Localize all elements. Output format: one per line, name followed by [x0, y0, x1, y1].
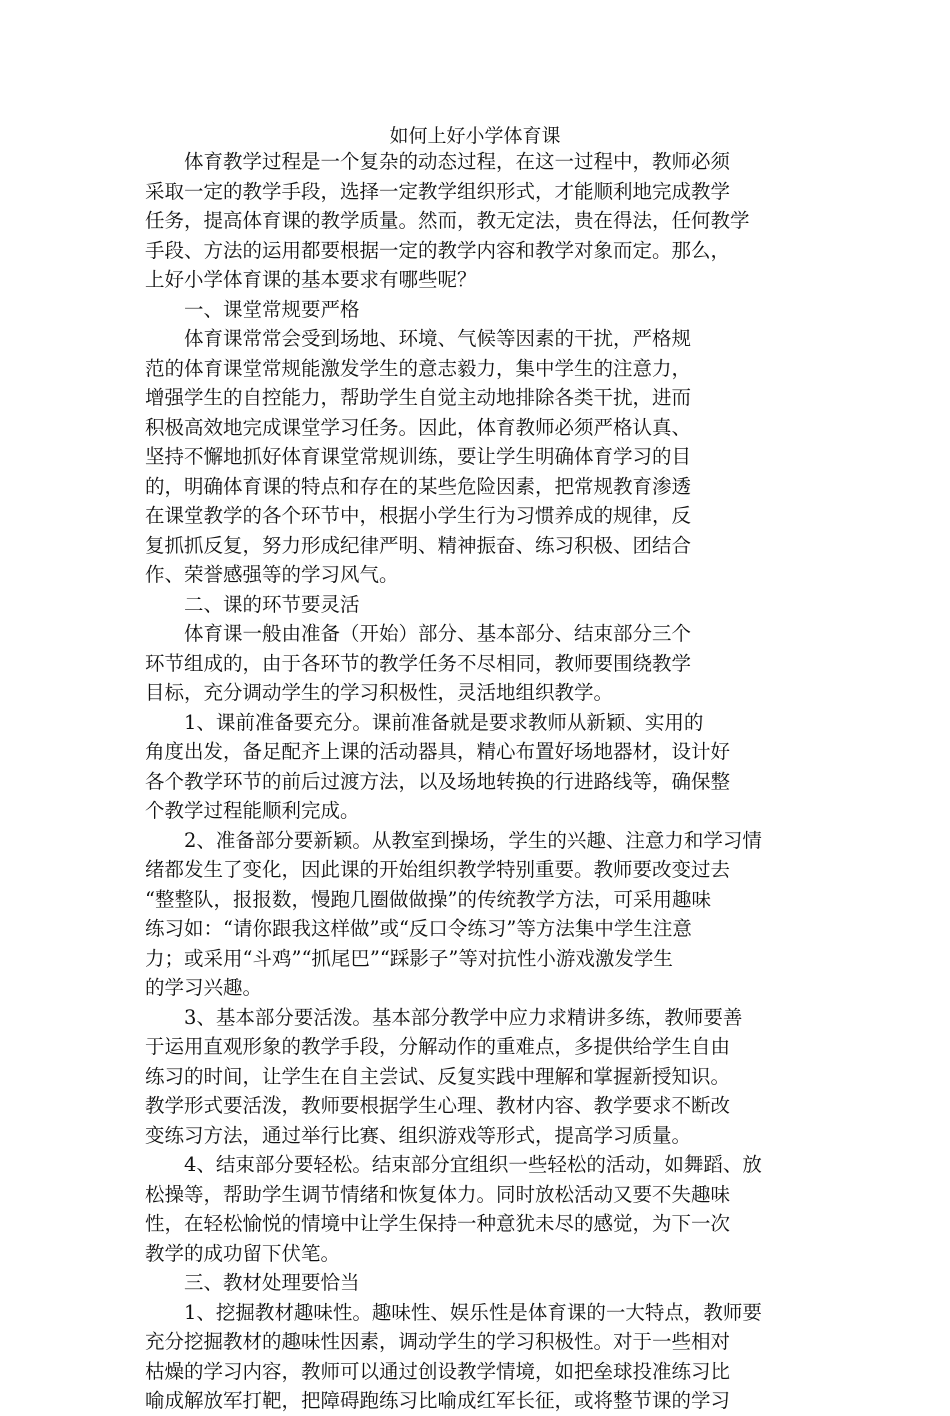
- document-line: 体育教学过程是一个复杂的动态过程，在这一过程中，教师必须: [145, 150, 731, 173]
- document-line: 1、挖掘教材趣味性。趣味性、娱乐性是体育课的一大特点，教师要: [145, 1300, 762, 1324]
- document-line: 喻成解放军打靶，把障碍跑练习比喻成红军长征，或将整节课的学习: [145, 1389, 731, 1412]
- document-line: 一、课堂常规要严格: [145, 297, 360, 321]
- document-line: 松操等，帮助学生调节情绪和恢复体力。同时放松活动又要不失趣味: [145, 1182, 731, 1206]
- document-line: 任务，提高体育课的教学质量。然而，教无定法，贵在得法，任何教学: [145, 209, 750, 232]
- document-line: “整整队，报报数，慢跑几圈做做操”的传统教学方法，可采用趣味: [145, 887, 711, 911]
- document-line: 个教学过程能顺利完成。: [145, 799, 360, 822]
- document-line: 范的体育课堂常规能激发学生的意志毅力，集中学生的注意力，: [145, 356, 692, 380]
- document-line: 力；或采用“斗鸡”“抓尾巴”“踩影子”等对抗性小游戏激发学生: [145, 946, 673, 970]
- document-line: 变练习方法，通过举行比赛、组织游戏等形式，提高学习质量。: [145, 1123, 692, 1147]
- document-line: 练习如：“请你跟我这样做”或“反口令练习”等方法集中学生注意: [145, 917, 692, 940]
- document-line: 作、荣誉感强等的学习风气。: [145, 563, 399, 586]
- document-line: 在课堂教学的各个环节中，根据小学生行为习惯养成的规律，反: [145, 504, 692, 527]
- document-line: 体育课常常会受到场地、环境、气候等因素的干扰，严格规: [145, 327, 692, 350]
- document-line: 手段、方法的运用都要根据一定的教学内容和教学对象而定。那么，: [145, 238, 731, 262]
- document-line: 坚持不懈地抓好体育课堂常规训练，要让学生明确体育学习的目: [145, 445, 692, 468]
- document-line: 增强学生的自控能力，帮助学生自觉主动地排除各类干扰，进而: [145, 386, 692, 409]
- document-line: 二、课的环节要灵活: [145, 592, 360, 616]
- document-line: 充分挖掘教材的趣味性因素，调动学生的学习积极性。对于一些相对: [145, 1330, 731, 1353]
- document-line: 的学习兴趣。: [145, 976, 263, 999]
- document-line: 4、结束部分要轻松。结束部分宜组织一些轻松的活动，如舞蹈、放: [145, 1153, 762, 1176]
- document-line: 环节组成的，由于各环节的教学任务不尽相同，教师要围绕教学: [145, 651, 692, 675]
- document-line: 采取一定的教学手段，选择一定教学组织形式，才能顺利地完成教学: [145, 179, 731, 203]
- document-line: 教学的成功留下伏笔。: [145, 1241, 341, 1265]
- document-line: 目标，充分调动学生的学习积极性，灵活地组织教学。: [145, 681, 614, 704]
- document-line: 枯燥的学习内容，教师可以通过创设教学情境，如把垒球投准练习比: [145, 1359, 731, 1383]
- document-line: 体育课一般由准备（开始）部分、基本部分、结束部分三个: [145, 622, 692, 645]
- document-line: 于运用直观形象的教学手段，分解动作的重难点，多提供给学生自由: [145, 1035, 731, 1058]
- document-line: 绪都发生了变化，因此课的开始组织教学特别重要。教师要改变过去: [145, 858, 731, 881]
- document-line: 角度出发，备足配齐上课的活动器具，精心布置好场地器材，设计好: [145, 740, 731, 763]
- document-line: 性，在轻松愉悦的情境中让学生保持一种意犹未尽的感觉，为下一次: [145, 1212, 731, 1235]
- document-line: 教学形式要活泼，教师要根据学生心理、教材内容、教学要求不断改: [145, 1094, 731, 1117]
- document-title: 如何上好小学体育课: [389, 125, 561, 147]
- document-line: 2、准备部分要新颖。从教室到操场，学生的兴趣、注意力和学习情: [145, 828, 762, 852]
- document-line: 的，明确体育课的特点和存在的某些危险因素，把常规教育渗透: [145, 474, 692, 498]
- document-line: 积极高效地完成课堂学习任务。因此，体育教师必须严格认真、: [145, 415, 692, 439]
- document-line: 复抓抓反复，努力形成纪律严明、精神振奋、练习积极、团结合: [145, 533, 692, 557]
- document-line: 练习的时间，让学生在自主尝试、反复实践中理解和掌握新授知识。: [145, 1064, 731, 1088]
- document-line: 上好小学体育课的基本要求有哪些呢？: [145, 268, 477, 291]
- document-line: 各个教学环节的前后过渡方法，以及场地转换的行进路线等，确保整: [145, 769, 731, 793]
- document-line: 三、教材处理要恰当: [145, 1271, 360, 1294]
- document-line: 1、课前准备要充分。课前准备就是要求教师从新颖、实用的: [145, 710, 704, 734]
- document-line: 3、基本部分要活泼。基本部分教学中应力求精讲多练，教师要善: [145, 1005, 743, 1029]
